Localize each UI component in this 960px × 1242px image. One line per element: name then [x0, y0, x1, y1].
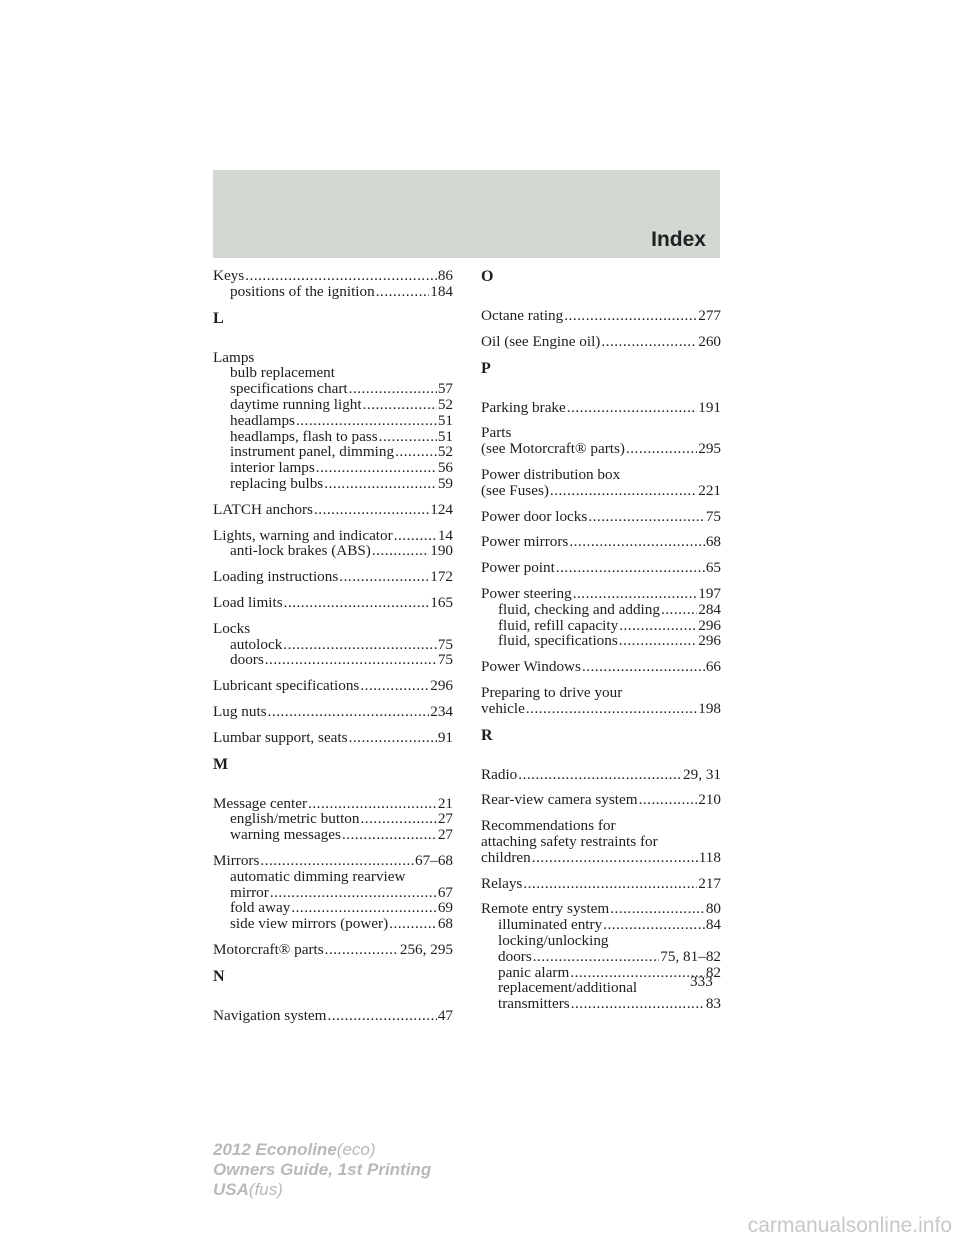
entry-page-ref: 75 — [705, 507, 721, 525]
index-subentry — [213, 397, 453, 413]
index-entry — [481, 308, 721, 324]
entry-term: Loading instructions — [213, 568, 339, 586]
entry-term: Octane rating — [481, 307, 564, 324]
index-column-right — [481, 268, 721, 1022]
index-entry-line — [213, 1008, 453, 1024]
entry-page-ref: 284 — [698, 600, 721, 618]
index-entry-line — [213, 569, 453, 585]
entry-page-ref: 29, 31 — [683, 765, 721, 783]
index-entry — [481, 560, 721, 576]
section-header-band — [213, 170, 720, 258]
entry-page-ref: 296 — [698, 616, 721, 634]
dot-leader — [342, 827, 437, 843]
dot-leader — [376, 284, 430, 300]
index-subentry — [213, 652, 453, 668]
entry-term: Navigation system — [213, 1006, 327, 1024]
entry-term: locking/unlocking — [498, 931, 609, 949]
entry-term: anti-lock brakes (ABS) — [230, 542, 371, 560]
entry-term: fluid, specifications — [498, 632, 618, 650]
entry-term: Lubricant specifications — [213, 677, 360, 695]
index-subentry — [481, 980, 721, 996]
index-entry — [481, 334, 721, 350]
dot-leader — [349, 381, 437, 397]
entry-term: automatic dimming rearview — [230, 867, 406, 885]
entry-term: LATCH anchors — [213, 500, 313, 518]
index-entry-line — [213, 350, 453, 366]
index-entry — [213, 853, 453, 932]
entry-page-ref: 198 — [698, 699, 721, 717]
index-entry-line — [481, 792, 721, 808]
index-subentry — [213, 885, 453, 901]
index-subentry — [213, 413, 453, 429]
index-entry — [481, 685, 721, 717]
index-subentry — [481, 996, 721, 1012]
index-letter-heading: N — [213, 967, 225, 985]
dot-leader — [389, 916, 437, 932]
index-entry-line — [481, 901, 721, 917]
entry-term: replacement/additional — [498, 979, 638, 997]
dot-leader — [324, 476, 437, 492]
entry-page-ref: 59 — [437, 474, 453, 492]
index-entry — [213, 350, 453, 492]
document-footer — [213, 1140, 431, 1200]
index-entry-line — [481, 834, 721, 850]
index-entry-line — [481, 483, 721, 499]
index-entry-line — [481, 425, 721, 441]
index-entry-line — [481, 560, 721, 576]
entry-page-ref: 197 — [698, 584, 721, 602]
dot-leader — [245, 268, 437, 284]
index-entry-line — [213, 621, 453, 637]
dot-leader — [314, 502, 429, 518]
index-subentry — [481, 933, 721, 949]
entry-term: Preparing to drive your — [481, 683, 623, 701]
footer-edition: Owners Guide, 1st Printing — [213, 1160, 432, 1179]
index-entry — [481, 400, 721, 416]
entry-page-ref: 172 — [430, 568, 453, 586]
index-subentry — [481, 965, 721, 981]
entry-term: Power door locks — [481, 507, 588, 525]
index-subentry — [481, 949, 721, 965]
entry-term: doors — [230, 651, 264, 669]
dot-leader — [327, 1008, 436, 1024]
footer-model: 2012 Econoline — [213, 1140, 337, 1159]
entry-term: interior lamps — [230, 459, 315, 477]
index-subentry — [481, 602, 721, 618]
dot-leader — [626, 441, 697, 457]
index-entry-line — [213, 730, 453, 746]
entry-term: fluid, refill capacity — [498, 616, 619, 634]
index-entry-line — [213, 942, 453, 958]
index-subentry — [213, 811, 453, 827]
entry-page-ref: 57 — [437, 380, 453, 398]
entry-page-ref: 27 — [437, 810, 453, 828]
index-entry-line — [213, 704, 453, 720]
entry-page-ref: 68 — [705, 533, 721, 551]
index-entry — [213, 595, 453, 611]
entry-term: Parts — [481, 424, 512, 442]
dot-leader — [395, 444, 437, 460]
dot-leader — [523, 876, 697, 892]
entry-term: Mirrors — [213, 851, 260, 869]
dot-leader — [265, 652, 437, 668]
entry-page-ref: 277 — [698, 307, 721, 324]
entry-term: Power mirrors — [481, 533, 569, 551]
entry-term: side view mirrors (power) — [230, 915, 389, 933]
entry-page-ref: 83 — [705, 995, 721, 1013]
entry-term: daytime running light — [230, 395, 362, 413]
index-letter-heading: L — [213, 309, 224, 327]
index-entry-line — [213, 502, 453, 518]
entry-page-ref: 68 — [437, 915, 453, 933]
index-entry-line — [481, 334, 721, 350]
entry-term: children — [481, 848, 531, 866]
dot-leader — [394, 528, 437, 544]
entry-term: Message center — [213, 794, 308, 812]
entry-page-ref: 210 — [698, 791, 721, 809]
dot-leader — [270, 885, 437, 901]
entry-term: mirror — [230, 883, 269, 901]
entry-term: specifications chart — [230, 380, 348, 398]
index-subentry — [213, 429, 453, 445]
index-entry-line — [481, 701, 721, 717]
index-letter-heading: P — [481, 359, 491, 377]
index-entry-line — [481, 876, 721, 892]
index-subentry — [481, 618, 721, 634]
dot-leader — [284, 595, 430, 611]
entry-term: Relays — [481, 874, 523, 892]
dot-leader — [526, 701, 697, 717]
dot-leader — [316, 460, 437, 476]
index-subentry — [213, 543, 453, 559]
index-entry — [213, 942, 453, 958]
entry-page-ref: 67–68 — [415, 851, 453, 869]
index-entry-line — [213, 595, 453, 611]
footer-region: USA — [213, 1180, 249, 1199]
dot-leader — [550, 483, 697, 499]
entry-page-ref: 221 — [698, 481, 721, 499]
entry-term: Lights, warning and indicator — [213, 526, 393, 544]
index-entry-line — [481, 850, 721, 866]
footer-region-code: (fus) — [248, 1180, 283, 1199]
entry-term: autolock — [230, 635, 283, 653]
entry-page-ref: 52 — [437, 443, 453, 461]
index-entry-line — [481, 467, 721, 483]
entry-term: bulb replacement — [230, 364, 335, 382]
entry-page-ref: 191 — [698, 398, 721, 416]
index-entry-line — [481, 659, 721, 675]
index-entry — [481, 901, 721, 1012]
entry-term: Power steering — [481, 584, 572, 602]
dot-leader — [570, 965, 705, 981]
dot-leader — [567, 400, 697, 416]
dot-leader — [571, 996, 705, 1012]
entry-term: Keys — [213, 267, 245, 284]
index-entry — [481, 818, 721, 865]
dot-leader — [291, 900, 437, 916]
entry-term: Power point — [481, 559, 555, 577]
index-entry — [213, 569, 453, 585]
entry-term: headlamps — [230, 411, 295, 429]
entry-term: Oil (see Engine oil) — [481, 332, 601, 350]
index-entry-line — [481, 441, 721, 457]
dot-leader — [518, 767, 682, 783]
entry-term: (see Motorcraft® parts) — [481, 440, 625, 458]
entry-page-ref: 190 — [430, 542, 453, 560]
entry-term: vehicle — [481, 699, 525, 717]
entry-term: Power distribution box — [481, 465, 621, 483]
index-entry-line — [481, 308, 721, 324]
entry-page-ref: 14 — [437, 526, 453, 544]
entry-page-ref: 65 — [705, 559, 721, 577]
dot-leader — [619, 618, 697, 634]
entry-page-ref: 75, 81–82 — [660, 947, 721, 965]
index-subentry — [213, 900, 453, 916]
entry-page-ref: 80 — [705, 900, 721, 918]
index-subentry — [213, 637, 453, 653]
index-letter-heading: R — [481, 726, 493, 744]
watermark: carmanualsonline.info — [747, 1214, 952, 1237]
dot-leader — [661, 602, 697, 618]
index-subentry — [213, 444, 453, 460]
entry-page-ref: 118 — [698, 848, 721, 866]
index-entry — [213, 268, 453, 300]
dot-leader — [296, 413, 437, 429]
index-entry-line — [213, 678, 453, 694]
entry-term: Load limits — [213, 593, 283, 611]
index-entry-line — [481, 685, 721, 701]
entry-page-ref: 86 — [437, 267, 453, 284]
index-subentry — [213, 381, 453, 397]
entry-term: doors — [498, 947, 532, 965]
entry-page-ref: 296 — [430, 677, 453, 695]
entry-page-ref: 91 — [437, 728, 453, 746]
dot-leader — [361, 811, 437, 827]
dot-leader — [260, 853, 414, 869]
entry-term: Recommendations for — [481, 817, 616, 835]
entry-term: replacing bulbs — [230, 474, 324, 492]
index-entry — [213, 730, 453, 746]
section-title: Index — [651, 228, 706, 251]
dot-leader — [533, 949, 660, 965]
index-entry — [481, 767, 721, 783]
index-entry-line — [213, 528, 453, 544]
dot-leader — [283, 637, 437, 653]
entry-page-ref: 184 — [430, 282, 453, 300]
entry-page-ref: 84 — [705, 916, 721, 934]
dot-leader — [610, 901, 705, 917]
index-entry-line — [481, 586, 721, 602]
index-entry — [481, 659, 721, 675]
entry-term: instrument panel, dimming — [230, 443, 395, 461]
dot-leader — [573, 586, 698, 602]
entry-page-ref: 21 — [437, 794, 453, 812]
index-entry-line — [481, 818, 721, 834]
dot-leader — [268, 704, 430, 720]
entry-page-ref: 75 — [437, 651, 453, 669]
index-entry — [213, 678, 453, 694]
index-entry — [213, 528, 453, 560]
dot-leader — [603, 917, 705, 933]
entry-term: Locks — [213, 619, 251, 637]
entry-page-ref: 124 — [430, 500, 453, 518]
entry-term: transmitters — [498, 995, 570, 1013]
index-entry — [481, 586, 721, 649]
entry-page-ref: 67 — [437, 883, 453, 901]
index-letter-heading: M — [213, 755, 229, 773]
index-subentry — [213, 476, 453, 492]
dot-leader — [564, 308, 697, 324]
dot-leader — [360, 678, 429, 694]
entry-term: headlamps, flash to pass — [230, 427, 378, 445]
index-subentry — [213, 827, 453, 843]
entry-page-ref: 56 — [437, 459, 453, 477]
dot-leader — [379, 429, 437, 445]
dot-leader — [349, 730, 437, 746]
index-entry — [481, 792, 721, 808]
entry-page-ref: 82 — [705, 963, 721, 981]
index-entry-line — [481, 400, 721, 416]
entry-page-ref: 51 — [437, 411, 453, 429]
entry-page-ref: 234 — [430, 702, 453, 720]
entry-page-ref: 47 — [437, 1006, 453, 1024]
entry-page-ref: 27 — [437, 826, 453, 844]
index-subentry — [213, 460, 453, 476]
entry-term: panic alarm — [498, 963, 570, 981]
index-entry-line — [213, 796, 453, 812]
index-letter-heading: O — [481, 268, 494, 285]
index-entry — [213, 704, 453, 720]
index-column-left — [213, 268, 453, 1034]
index-subentry — [213, 869, 453, 885]
index-entry-line — [481, 534, 721, 550]
index-entry-line — [481, 509, 721, 525]
dot-leader — [325, 942, 399, 958]
entry-page-ref: 51 — [437, 427, 453, 445]
index-entry — [213, 502, 453, 518]
index-subentry — [213, 916, 453, 932]
index-entry-line — [481, 767, 721, 783]
entry-term: Lug nuts — [213, 702, 267, 720]
index-subentry — [213, 284, 453, 300]
dot-leader — [601, 334, 697, 350]
entry-page-ref: 217 — [698, 874, 721, 892]
entry-term: warning messages — [230, 826, 341, 844]
entry-term: english/metric button — [230, 810, 360, 828]
dot-leader — [372, 543, 429, 559]
index-subentry — [213, 365, 453, 381]
entry-page-ref: 295 — [698, 440, 721, 458]
entry-page-ref: 52 — [437, 395, 453, 413]
index-entry-line — [213, 853, 453, 869]
entry-term: Lumbar support, seats — [213, 728, 348, 746]
index-entry — [213, 621, 453, 668]
entry-term: Motorcraft® parts — [213, 940, 324, 958]
entry-term: (see Fuses) — [481, 481, 549, 499]
entry-page-ref: 256, 295 — [399, 940, 453, 958]
entry-page-ref: 296 — [698, 632, 721, 650]
entry-term: Radio — [481, 765, 518, 783]
entry-term: Rear-view camera system — [481, 791, 638, 809]
entry-page-ref: 260 — [698, 332, 721, 350]
index-entry — [481, 509, 721, 525]
index-entry-line — [213, 268, 453, 284]
entry-page-ref: 69 — [437, 899, 453, 917]
entry-term: fluid, checking and adding — [498, 600, 660, 618]
entry-page-ref: 66 — [705, 658, 721, 676]
entry-page-ref: 75 — [437, 635, 453, 653]
page-number: 333 — [690, 973, 713, 990]
index-entry — [481, 534, 721, 550]
entry-term: positions of the ignition — [230, 282, 375, 300]
index-entry — [481, 467, 721, 499]
dot-leader — [308, 796, 437, 812]
dot-leader — [569, 534, 704, 550]
index-entry — [213, 1008, 453, 1024]
index-entry — [481, 425, 721, 457]
dot-leader — [363, 397, 437, 413]
index-entry — [213, 796, 453, 843]
entry-term: Remote entry system — [481, 900, 610, 918]
entry-term: Lamps — [213, 348, 255, 366]
entry-term: illuminated entry — [498, 916, 603, 934]
entry-term: fold away — [230, 899, 291, 917]
dot-leader — [532, 850, 698, 866]
index-subentry — [481, 633, 721, 649]
dot-leader — [639, 792, 698, 808]
dot-leader — [582, 659, 705, 675]
entry-page-ref: 165 — [430, 593, 453, 611]
dot-leader — [556, 560, 705, 576]
entry-term: attaching safety restraints for — [481, 832, 658, 850]
dot-leader — [339, 569, 429, 585]
entry-term: Power Windows — [481, 658, 581, 676]
dot-leader — [619, 633, 697, 649]
index-entry — [481, 876, 721, 892]
footer-model-code: (eco) — [336, 1140, 376, 1159]
entry-term: Parking brake — [481, 398, 566, 416]
index-subentry — [481, 917, 721, 933]
dot-leader — [588, 509, 705, 525]
